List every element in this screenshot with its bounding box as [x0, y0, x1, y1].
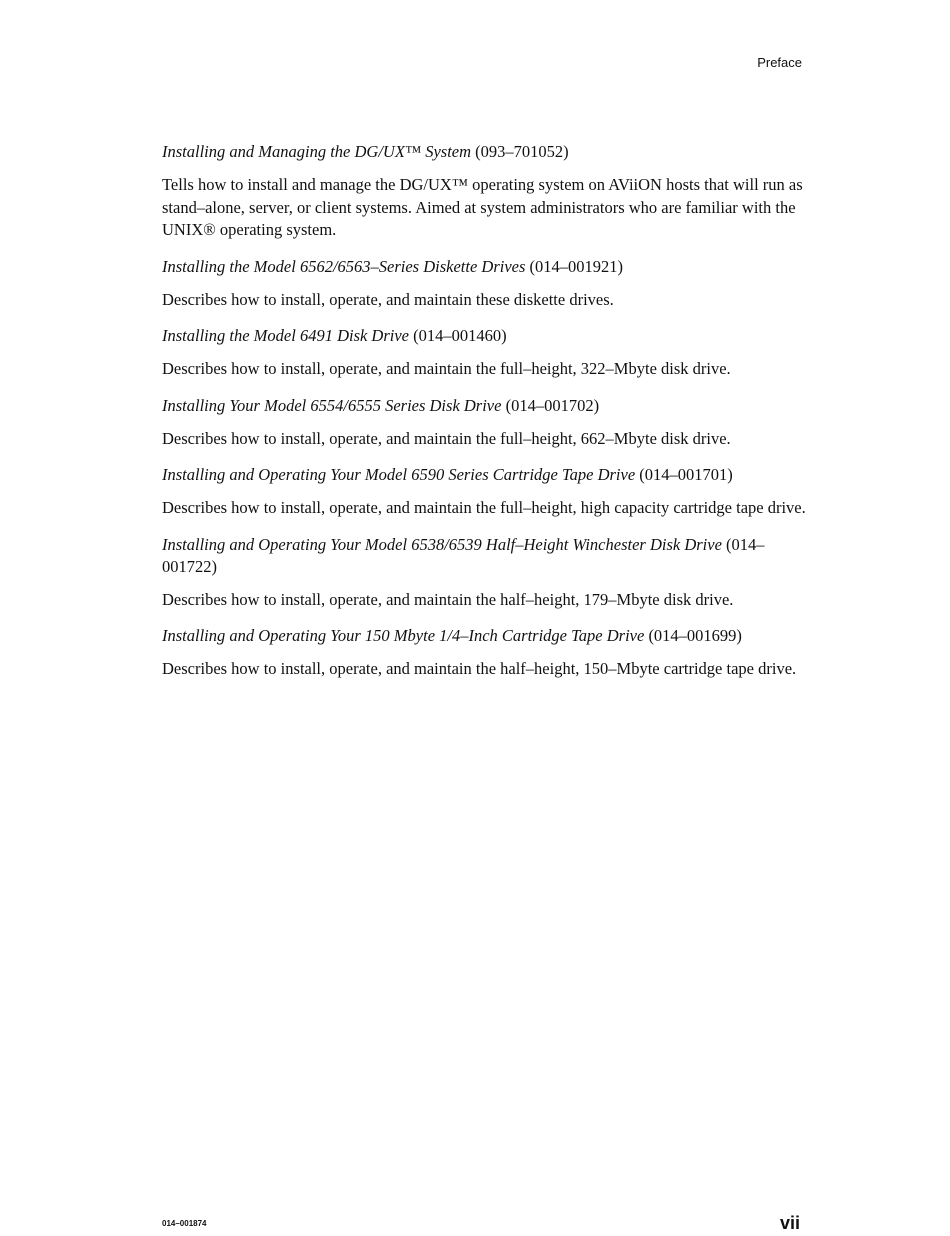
book-title: Installing and Operating Your Model 6538/6539 Half–Height Winchester Disk Drive	[162, 534, 722, 554]
entry-description: Describes how to install, operate, and maintain the half–height, 179–Mbyte disk drive.	[162, 589, 734, 609]
entry-dgux-install	[162, 141, 812, 242]
book-title: Installing Your Model 6554/6555 Series Disk Drive	[162, 395, 502, 415]
part-number: (014–001701)	[639, 465, 733, 484]
entry-6538-winchester-drive	[162, 534, 812, 612]
part-number: (014–001460)	[413, 326, 507, 345]
document-number: 014–001874	[162, 1219, 207, 1228]
entry-description: Describes how to install, operate, and maintain the full–height, high capacity cartridge tape drive.	[162, 498, 806, 517]
reading-list	[162, 141, 812, 695]
entry-title	[162, 534, 812, 578]
entry-title	[162, 464, 812, 486]
part-number: (014–001921)	[529, 256, 624, 276]
page-number: vii	[779, 1213, 800, 1233]
entry-title	[162, 625, 812, 647]
entry-title	[162, 141, 812, 163]
part-number: (014–001702)	[505, 395, 600, 415]
entry-diskette-drives	[162, 256, 812, 312]
entry-description: Describes how to install, operate, and maintain the full–height, 662–Mbyte disk drive.	[162, 428, 731, 448]
part-number: (014–001699)	[648, 626, 742, 645]
entry-6491-disk-drive	[162, 325, 812, 381]
book-title: Installing the Model 6562/6563–Series Diskette Drives	[162, 256, 526, 276]
part-number: (093–701052)	[475, 142, 569, 161]
running-head: Preface	[757, 55, 802, 70]
book-title: Installing and Operating Your 150 Mbyte 1/4–Inch Cartridge Tape Drive	[162, 626, 645, 645]
entry-description: Describes how to install, operate, and maintain the full–height, 322–Mbyte disk drive.	[162, 359, 731, 378]
part-number: (014–001722)	[162, 534, 765, 576]
entry-description: Describes how to install, operate, and maintain these diskette drives.	[162, 289, 614, 309]
entry-title	[162, 325, 812, 347]
entry-150mb-tape-drive	[162, 625, 812, 681]
entry-description: Describes how to install, operate, and maintain the half–height, 150–Mbyte cartridge tape drive.	[162, 659, 797, 678]
book-title: Installing and Operating Your Model 6590 Series Cartridge Tape Drive	[162, 465, 636, 484]
entry-title	[162, 395, 812, 417]
book-title: Installing the Model 6491 Disk Drive	[162, 326, 410, 345]
entry-6590-tape-drive	[162, 464, 812, 520]
entry-6554-disk-drive	[162, 395, 812, 451]
entry-title	[162, 256, 812, 278]
book-title: Installing and Managing the DG/UX™ System	[162, 142, 472, 161]
entry-description: Tells how to install and manage the DG/UX™ operating system on AViiON hosts that will run as stand–alone, server, or client systems. Aimed at system administrators who are familiar with the UNIX® operating system.	[162, 175, 803, 239]
